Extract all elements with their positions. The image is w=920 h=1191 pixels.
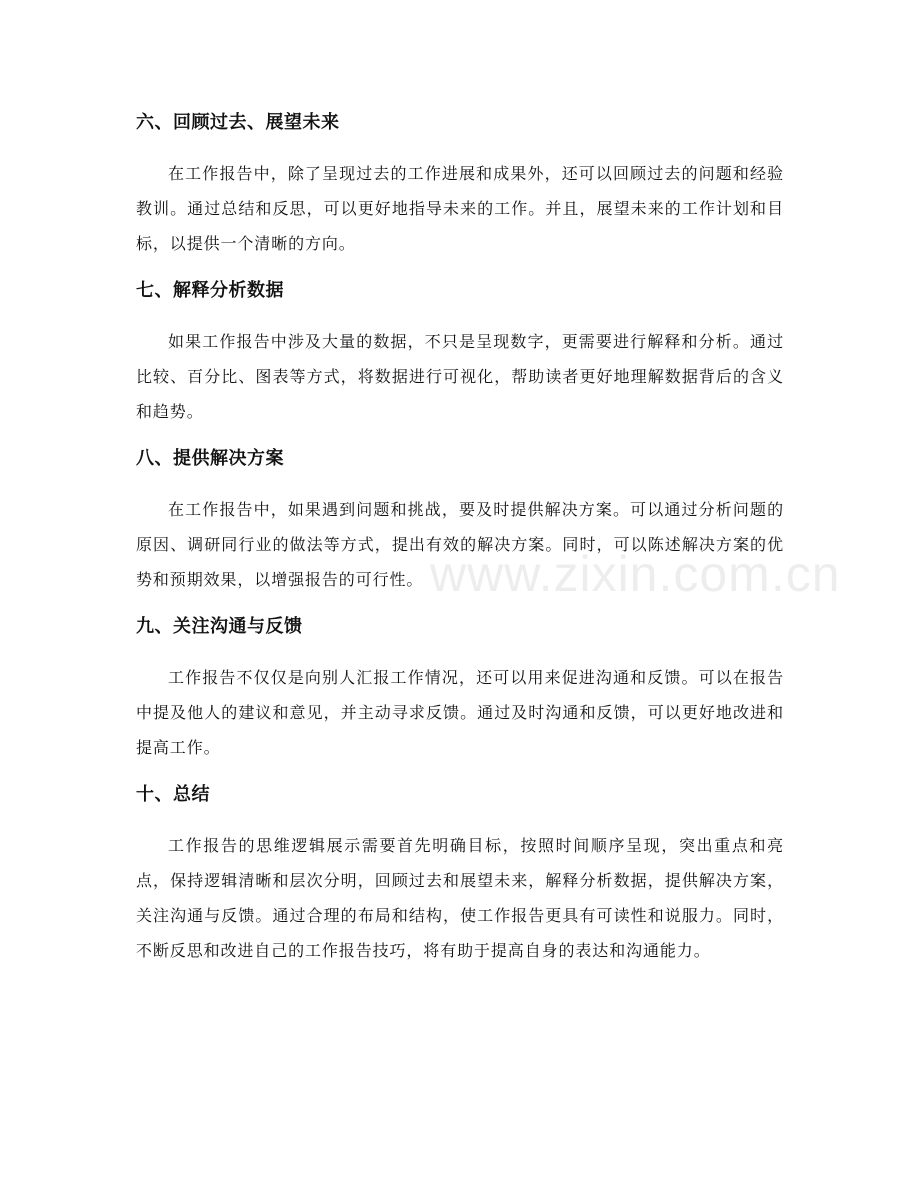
section-heading: 七、解释分析数据 <box>136 280 284 301</box>
section-communication <box>136 608 784 765</box>
section-solutions <box>136 440 784 597</box>
section-paragraph: 工作报告不仅仅是向别人汇报工作情况，还可以用来促进沟通和反馈。可以在报告中提及他人的建议和意见，并主动寻求反馈。通过及时沟通和反馈，可以更好地改进和提高工作。 <box>136 668 784 757</box>
section-paragraph: 工作报告的思维逻辑展示需要首先明确目标，按照时间顺序呈现，突出重点和亮点，保持逻辑清晰和层次分明，回顾过去和展望未来，解释分析数据，提供解决方案，关注沟通与反馈。通过合理的布局和结构，使工作报告更具有可读性和说服力。同时，不断反思和改进自己的工作报告技巧，将有助于提高自身的表达和沟通能力。 <box>136 836 784 960</box>
watermark: www.zixin.com.cn <box>430 546 841 602</box>
section-summary <box>136 776 784 968</box>
section-heading: 九、关注沟通与反馈 <box>136 616 303 637</box>
section-heading: 六、回顾过去、展望未来 <box>136 112 340 133</box>
section-explain-data <box>136 272 784 429</box>
section-paragraph: 在工作报告中，除了呈现过去的工作进展和成果外，还可以回顾过去的问题和经验教训。通过总结和反思，可以更好地指导未来的工作。并且，展望未来的工作计划和目标，以提供一个清晰的方向。 <box>136 164 784 253</box>
section-heading: 八、提供解决方案 <box>136 448 284 469</box>
section-heading: 十、总结 <box>136 784 210 805</box>
section-paragraph: 如果工作报告中涉及大量的数据，不只是呈现数字，更需要进行解释和分析。通过比较、百分比、图表等方式，将数据进行可视化，帮助读者更好地理解数据背后的含义和趋势。 <box>136 332 784 421</box>
section-review-and-outlook <box>136 104 784 261</box>
document-content <box>136 104 784 979</box>
section-paragraph: 在工作报告中，如果遇到问题和挑战，要及时提供解决方案。可以通过分析问题的原因、调研同行业的做法等方式，提出有效的解决方案。同时，可以陈述解决方案的优势和预期效果，以增强报告的可行性。 <box>136 500 784 589</box>
